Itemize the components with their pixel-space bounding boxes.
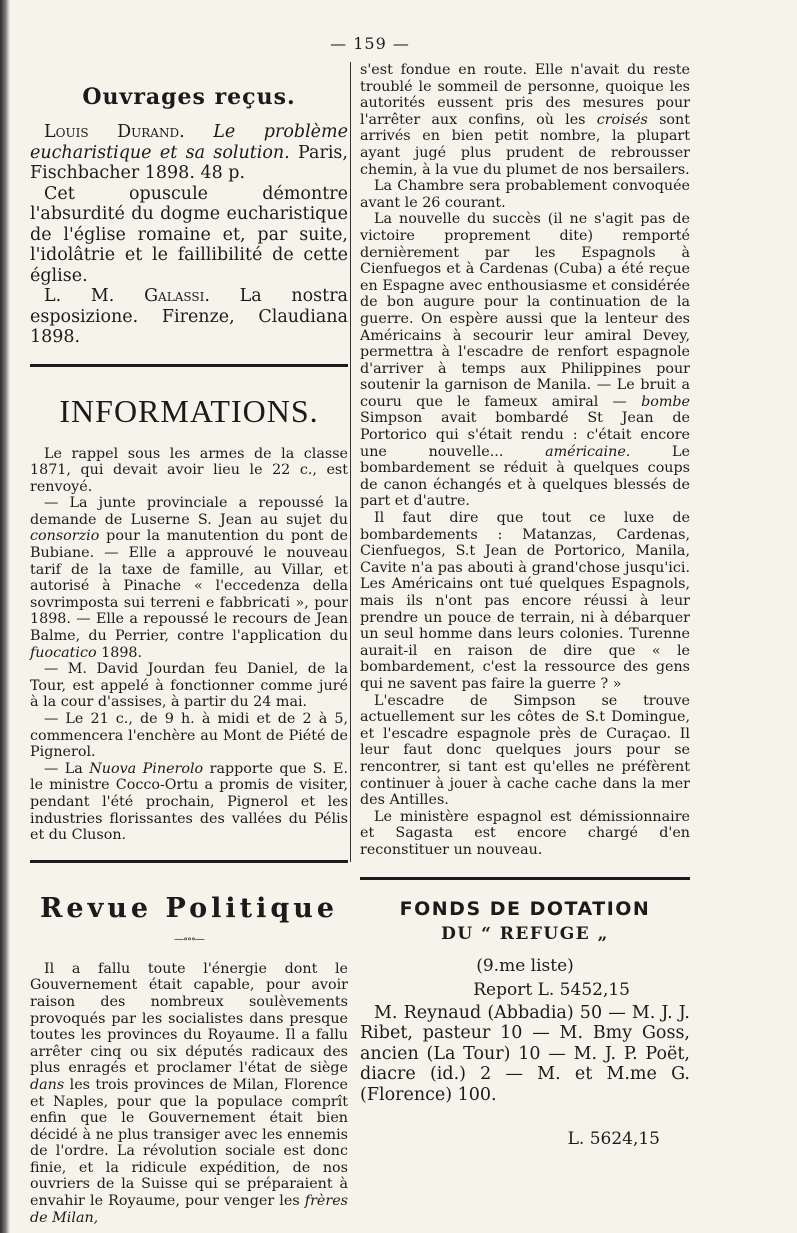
ornament-divider: —∘∘∘— xyxy=(174,933,204,945)
column-divider xyxy=(350,62,351,862)
ouvrages-heading: Ouvrages reçus. xyxy=(82,84,296,110)
revue-paragraph: Il faut dire que tout ce luxe de bombardements : Matanzas, Cardenas, Cienfuegos, S.t Jean de Portorico, Manila, Cavite n'a pas abouti à grand'chose jusqu'ici. Les Américains ont tué quelques Espagnols, mais ils n'ont pas encore réussi à leur prendre un pouce de terrain, ni à débarquer un seul homme dans leurs colonies. Turenne aurait-il en raison de dire que « le bombardement, c'est la ressource des gens qui ne savent pas faire la guerre ? » xyxy=(360,510,690,692)
revue-paragraph: Le ministère espagnol est démissionnaire et Sagasta est encore chargé d'en reconstituer un nouveau. xyxy=(360,808,690,858)
page-number: — 159 — xyxy=(330,34,410,53)
info-paragraph: — M. David Jourdan feu Daniel, de la Tour, est appelé à fonctionner comme juré à la cour d'assises, à partir du 24 mai. xyxy=(30,661,348,711)
right-column xyxy=(360,62,690,1148)
ouvrages-section xyxy=(30,84,348,367)
author-name: L. M. Galassi. xyxy=(44,286,210,306)
informations-section xyxy=(30,393,348,863)
info-paragraph: Le rappel sous les armes de la classe 1871, qui devait avoir lieu le 22 c., est renvoyé. xyxy=(30,445,348,495)
revue-paragraph: L'escadre de Simpson se trouve actuellement sur les côtes de S.t Domingue, et l'escadre espagnole près de Curaçao. Il leur faut donc quelques jours pour se rencontrer, si tant est qu'elles ne préfèrent continuer à jouer à cache cache dans la mer des Antilles. xyxy=(360,692,690,809)
revue-paragraph: s'est fondue en route. Elle n'avait du reste troublé le sommeil de personne, quoique les autorités eussent pris des mesures pour l'arrêter aux confins, où les croisés sont arrivés en bien petit nombre, la plupart ayant jugé plus prudent de rebrousser chemin, à la vue du plumet de nos bersailers. xyxy=(360,62,690,178)
fonds-heading: FONDS DE DOTATION xyxy=(399,897,651,920)
ouvrages-entry-durand xyxy=(30,122,348,184)
info-paragraph: — La junte provinciale a repoussé la demande de Luserne S. Jean au sujet du consorzio pour la manutention du pont de Bubiane. — Elle a approuvé le nouveau tarif de la taxe de famille, au Villar, et autorisé à Pinache « l'eccedenza della sovrimposta sui terreni e fabbricati », pour 1898. — Elle a repoussé le recours de Jean Balme, du Perrier, contre l'application du fuocatico 1898. xyxy=(30,495,348,661)
fonds-section xyxy=(360,898,690,1148)
fonds-donors: M. Reynaud (Abbadia) 50 — M. J. J. Ribet, pasteur 10 — M. Bmy Goss, ancien (La Tour) 10 — M. J. P. Poët, diacre (id.) 2 — M. et M.me G. (Florence) 100. xyxy=(360,1002,690,1105)
book-details: La nostra esposizione. Firenze, Claudiana 1898. xyxy=(30,286,348,347)
fonds-subheading: DU “ REFUGE „ xyxy=(441,923,609,944)
page-binding-edge xyxy=(0,0,10,1233)
author-name: Louis Durand. xyxy=(44,122,185,142)
revue-paragraph: La Chambre sera probablement convoquée avant le 26 courant. xyxy=(360,178,690,211)
section-rule xyxy=(30,364,348,367)
ouvrages-description: Cet opuscule démontre l'absurdité du dogme eucharistique de l'église romaine et, par suite, l'idolâtrie et le faillibilité de cette église. xyxy=(30,183,348,286)
revue-paragraph: Il a fallu toute l'énergie dont le Gouvernement était capable, pour avoir raison des nombreux soulèvements provoqués par les socialistes dans presque toutes les provinces du Royaume. Il a fallu arrêter cinq ou six députés radicaux des plus enragés et proclamer l'état de siège dans les trois provinces de Milan, Florence et Naples, pour que la populace comprît enfin que le Gouvernement était bien décidé à ne plus transiger avec les ennemis de l'ordre. La révolution sociale est donc finie, et la ridicule expédition, de nos ouvriers de la Suisse qui se préparaient à envahir le Royaume, pour venger les frères de Milan, xyxy=(30,960,348,1226)
revue-paragraph: La nouvelle du succès (il ne s'agit pas de victoire proprement dite) remporté dernièrement par les Espagnols à Cienfuegos et à Cardenas (Cuba) a été reçue en Espagne avec enthousiasme et considérée de bon augure pour la continuation de la guerre. On espère aussi que la lenteur des Américains à secourir leur amiral Devey, permettra à l'escadre de renfort espagnole d'arriver à temps aux Philippines pour soutenir la garnison de Manila. — Le bruit a couru que le fameux amiral — bombe Simpson avait bombardé St Jean de Portorico qui s'était rendu : c'était encore une nouvelle... américaine. Le bombardement se réduit à quelques coups de canon échangés et à quelques blessés de part et d'autre. xyxy=(360,211,690,510)
revue-section xyxy=(30,893,348,1227)
fonds-total: L. 5624,15 xyxy=(567,1129,660,1150)
left-column xyxy=(30,62,348,1226)
book-title: Le problème eucharistique et sa solution. xyxy=(30,122,348,163)
book-details: Paris, Fischbacher 1898. 48 p. xyxy=(30,142,348,183)
section-rule xyxy=(30,860,348,863)
fonds-liste-number: (9.me liste) xyxy=(476,955,574,976)
info-paragraph: — Le 21 c., de 9 h. à midi et de 2 à 5, commencera l'enchère au Mont de Piété de Pignerol. xyxy=(30,711,348,761)
revue-continued xyxy=(360,62,690,880)
revue-heading: Revue Politique xyxy=(39,892,339,924)
ouvrages-entry-galassi xyxy=(30,286,348,348)
fonds-report: Report L. 5452,15 xyxy=(473,980,630,1001)
informations-heading: INFORMATIONS. xyxy=(59,392,319,429)
info-paragraph: — La Nuova Pinerolo rapporte que S. E. le ministre Cocco-Ortu a promis de visiter, pendant l'été prochain, Pignerol et les industries florissantes des vallées du Pélis et du Cluson. xyxy=(30,760,348,844)
section-rule xyxy=(360,877,690,880)
